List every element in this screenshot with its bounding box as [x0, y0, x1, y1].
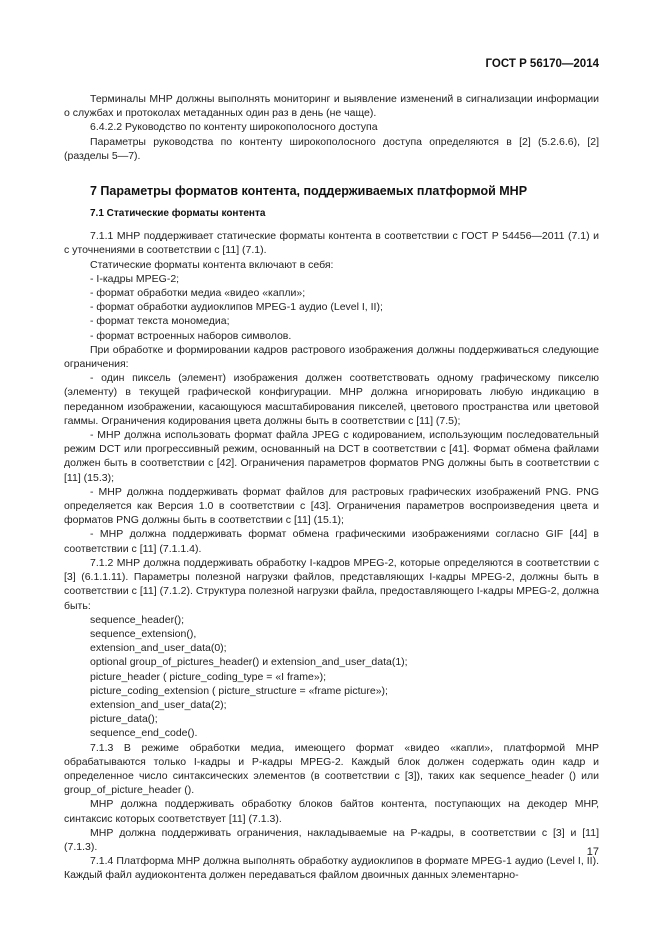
- list-item: - один пиксель (элемент) изображения должен соответствовать одному графическому пикселю (элементу) в текущей графической конфигурации. МНР должна игнорировать любую индикацию в переданном изображении, касающуюся масштабирования пикселей, цветового пространства или цветовой гаммы. Ограничения кодирования цвета должны быть в соответствии с [11] (7.5);: [64, 372, 599, 427]
- list-item: - формат встроенных наборов символов.: [90, 329, 292, 342]
- code-line: picture_header ( picture_coding_type = «I frame»);: [90, 670, 327, 683]
- list-item: - МНР должна поддерживать формат файлов для растровых графических изображений PNG. PNG определяется как Версия 1.0 в соответствии с [43]. Ограничения параметров воспроизведения цвета и форматов PNG должны быть в соответствии с [11] (15.1);: [64, 485, 599, 527]
- code-line: sequence_header();: [90, 613, 184, 626]
- section-title: 7 Параметры форматов контента, поддерживаемых платформой МНР: [90, 184, 528, 199]
- list-item: - I-кадры MPEG-2;: [90, 272, 180, 285]
- document-code: ГОСТ Р 56170—2014: [485, 58, 599, 70]
- paragraph: Терминалы МНР должны выполнять мониторинг и выявление изменений в сигнализации информации о службах и протоколах метаданных один раз в день (не чаще).: [64, 93, 599, 120]
- paragraph: 7.1.4 Платформа МНР должна выполнять обработку аудиоклипов в формате MPEG-1 аудио (Level I, II). Каждый файл аудиоконтента должен передаваться файлом двоичных данных элементарно-: [64, 855, 599, 882]
- code-line: sequence_end_code().: [90, 727, 198, 740]
- list-item: - МНР должна поддерживать формат обмена графическими изображениями согласно GIF [44] в соответствии с [11] (7.1.1.4).: [64, 528, 599, 555]
- paragraph: 7.1.3 В режиме обработки медиа, имеющего формат «видео «капли», платформой МНР обрабатываются только I-кадры и P-кадры MPEG-2. Каждый блок должен содержать один кадр и определенное число синтаксических элементов (в соответствии с [3]), таких как sequence_header () или group_of_picture_header ().: [64, 741, 599, 797]
- code-line: sequence_extension(),: [90, 627, 197, 640]
- paragraph: МНР должна поддерживать ограничения, накладываемые на P-кадры, в соответствии с [3] и [11] (7.1.3).: [64, 826, 599, 853]
- paragraph: Параметры руководства по контенту широкополосного доступа определяются в [2] (5.2.6.6), [2] (разделы 5—7).: [64, 135, 599, 162]
- code-line: extension_and_user_data(0);: [90, 642, 227, 655]
- paragraph: При обработке и формировании кадров растрового изображения должны поддерживаться следующие ограничения:: [64, 343, 599, 371]
- code-line: picture_data();: [90, 713, 158, 726]
- code-line: optional group_of_pictures_header() и extension_and_user_data(1);: [90, 656, 408, 669]
- paragraph: Статические форматы контента включают в себя:: [90, 258, 334, 271]
- document-body: [64, 92, 599, 883]
- list-item: - МНР должна использовать формат файла JPEG с кодированием, использующим последовательный режим DCT или прогрессивный режим, основанный на DCT в соответствии с [41]. Формат обмена файлами должен быть в соответствии с [42]. Ограничения параметров форматов PNG должны быть в соответствии с [11] (15.3);: [64, 429, 599, 484]
- subsection-heading: 6.4.2.2 Руководство по контенту широкополосного доступа: [90, 121, 378, 134]
- list-item: - формат обработки медиа «видео «капли»;: [90, 287, 306, 300]
- paragraph: 7.1.1 МНР поддерживает статические форматы контента в соответствии с ГОСТ Р 54456—2011 (7.1) и с уточнениями в соответствии с [11] (7.1).: [64, 230, 599, 257]
- code-line: picture_coding_extension ( picture_structure = «frame picture»);: [90, 684, 388, 697]
- paragraph: 7.1.2 МНР должна поддерживать обработку I-кадров MPEG-2, которые определяются в соответствии с [3] (6.1.1.11). Параметры полезной нагрузки файлов, представляющих I-кадры MPEG-2, должны быть в соответствии с [11] (7.1.2). Структура полезной нагрузки файла, предоставляющего I-кадры MPEG-2, должна быть:: [64, 556, 599, 612]
- paragraph: МНР должна поддерживать обработку блоков байтов контента, поступающих на декодер МНР, синтаксис которых соответствует [11] (7.1.3).: [64, 798, 599, 825]
- list-item: - формат обработки аудиоклипов MPEG-1 аудио (Level I, II);: [90, 301, 383, 314]
- page-number: 17: [586, 846, 599, 858]
- code-line: extension_and_user_data(2);: [90, 698, 227, 711]
- subsection-title: 7.1 Статические форматы контента: [90, 208, 266, 220]
- list-item: - формат текста мономедиа;: [90, 315, 230, 328]
